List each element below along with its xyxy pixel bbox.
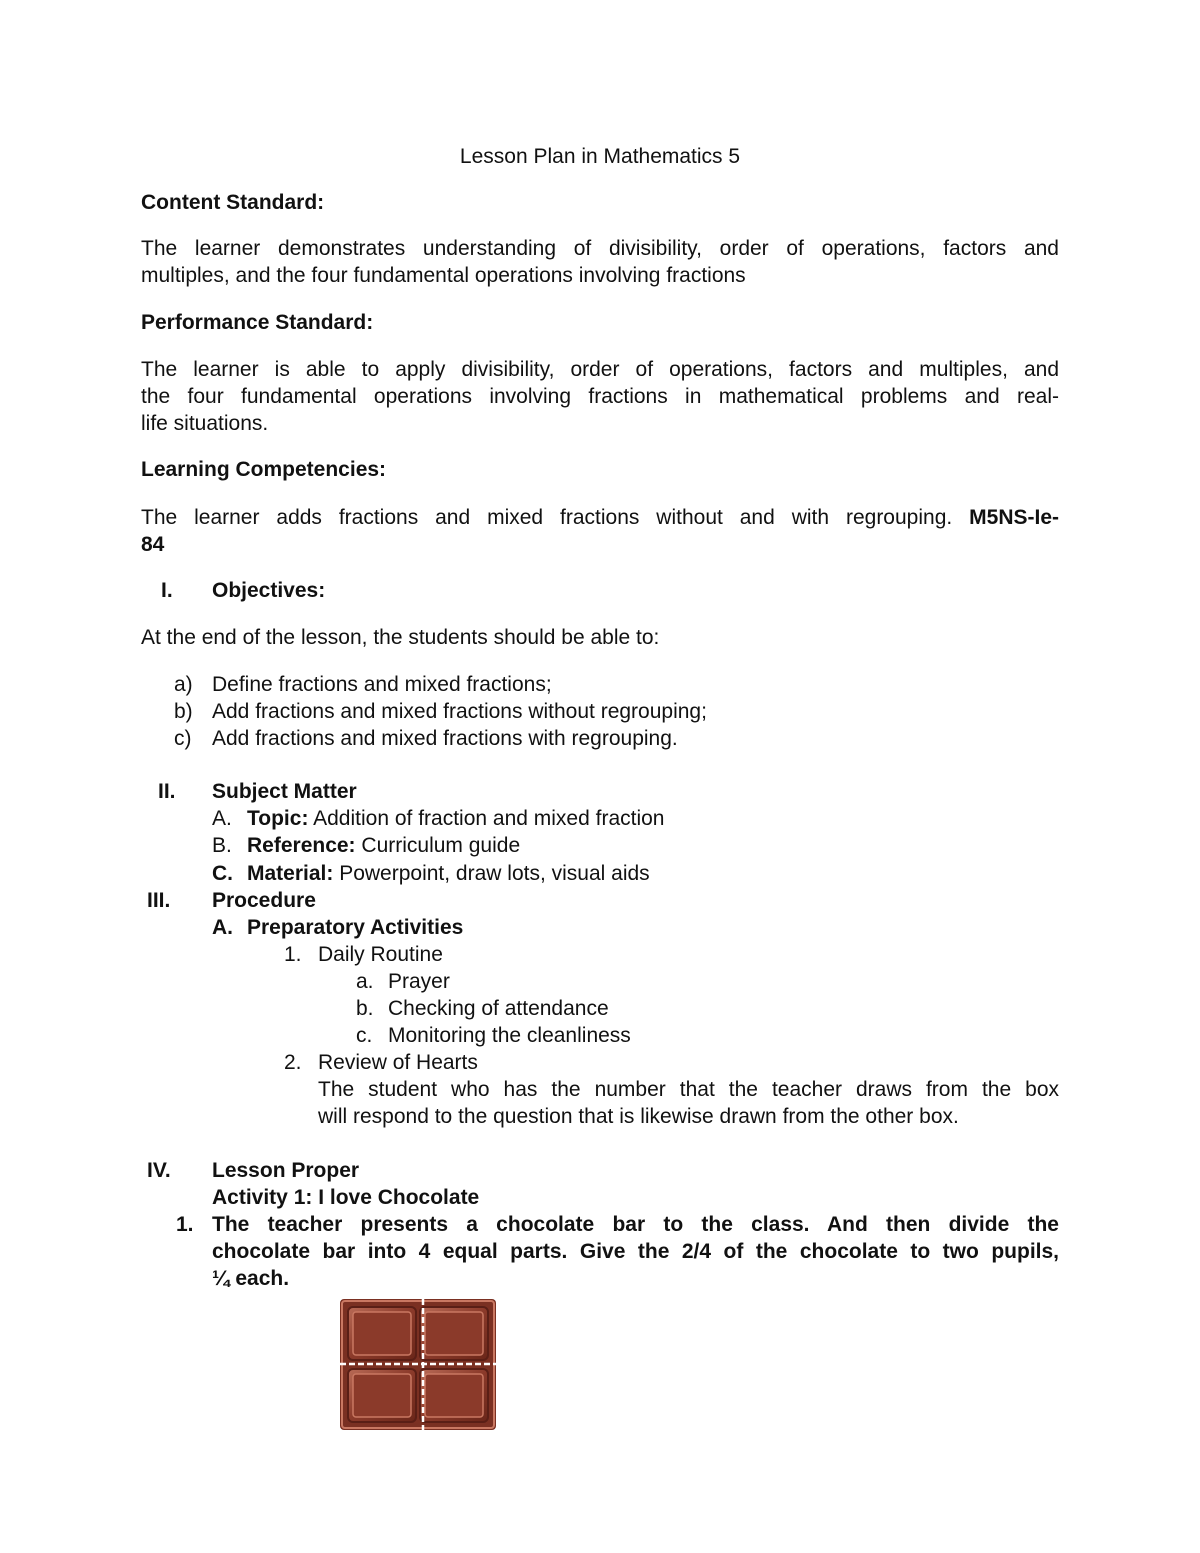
activity-title: Activity 1: I love Chocolate bbox=[212, 1186, 480, 1209]
routine-marker: c. bbox=[356, 1024, 373, 1047]
routine-item: Checking of attendance bbox=[388, 997, 609, 1020]
competency-code-continued: 84 bbox=[141, 533, 165, 556]
subject-item bbox=[247, 860, 650, 887]
subject-item-text: Addition of fraction and mixed fraction bbox=[313, 807, 665, 830]
performance-standard-text bbox=[141, 356, 1059, 437]
subject-item bbox=[247, 805, 665, 832]
learning-competencies-line bbox=[141, 504, 1059, 531]
competency-text: The learner adds fractions and mixed fractions without and with regrouping. bbox=[141, 506, 953, 529]
lesson-item-line: chocolate bar into 4 equal parts. Give the 2/4 of the chocolate to two pupils, bbox=[212, 1240, 1059, 1263]
content-standard-line: The learner demonstrates understanding of divisibility, order of operations, factors and bbox=[141, 237, 1059, 260]
subject-item-marker: B. bbox=[212, 834, 232, 857]
lesson-proper-numeral: IV. bbox=[147, 1159, 171, 1182]
chocolate-piece bbox=[420, 1369, 488, 1422]
subject-item-label: Topic: bbox=[247, 807, 309, 830]
performance-standard-heading: Performance Standard: bbox=[141, 311, 374, 334]
procedure-step-marker: 1. bbox=[284, 943, 302, 966]
subject-matter-heading: Subject Matter bbox=[212, 780, 357, 803]
performance-standard-line: The learner is able to apply divisibility, order of operations, factors and multiples, and bbox=[141, 358, 1059, 381]
competency-code: M5NS-Ie- bbox=[969, 506, 1059, 529]
chocolate-bar-image bbox=[340, 1299, 496, 1430]
subject-item-label: Material: bbox=[247, 862, 334, 885]
chocolate-piece bbox=[348, 1307, 416, 1360]
performance-standard-line: life situations. bbox=[141, 412, 269, 435]
lesson-item-line: The teacher presents a chocolate bar to the class. And then divide the bbox=[212, 1213, 1059, 1236]
objective-marker: c) bbox=[174, 727, 192, 750]
procedure-step: Daily Routine bbox=[318, 943, 443, 966]
procedure-sub-heading: Preparatory Activities bbox=[247, 916, 464, 939]
procedure-step: Review of Hearts bbox=[318, 1051, 478, 1074]
chocolate-piece bbox=[348, 1369, 416, 1422]
subject-item-label: Reference: bbox=[247, 834, 356, 857]
subject-item-text: Powerpoint, draw lots, visual aids bbox=[339, 862, 650, 885]
objectives-intro: At the end of the lesson, the students should be able to: bbox=[141, 626, 660, 649]
procedure-sub-marker: A. bbox=[212, 916, 233, 939]
content-standard-text bbox=[141, 235, 1059, 289]
learning-competencies-heading: Learning Competencies: bbox=[141, 458, 387, 481]
lesson-item-line: ¼ each. bbox=[212, 1267, 290, 1290]
objectives-heading: Objectives: bbox=[212, 579, 326, 602]
procedure-numeral: III. bbox=[147, 889, 171, 912]
review-description-line: The student who has the number that the teacher draws from the box bbox=[318, 1078, 1059, 1101]
objectives-numeral: I. bbox=[161, 579, 173, 602]
review-description-line: will respond to the question that is likewise drawn from the other box. bbox=[318, 1105, 959, 1128]
routine-item: Monitoring the cleanliness bbox=[388, 1024, 631, 1047]
procedure-step-marker: 2. bbox=[284, 1051, 302, 1074]
page-title: Lesson Plan in Mathematics 5 bbox=[459, 145, 741, 168]
subject-matter-numeral: II. bbox=[158, 780, 176, 803]
routine-item: Prayer bbox=[388, 970, 450, 993]
chocolate-piece bbox=[420, 1307, 488, 1360]
subject-item bbox=[247, 832, 520, 859]
objective-item: Add fractions and mixed fractions without regrouping; bbox=[212, 700, 707, 723]
objective-item: Add fractions and mixed fractions with regrouping. bbox=[212, 727, 678, 750]
routine-marker: a. bbox=[356, 970, 374, 993]
lesson-item-text bbox=[212, 1211, 1059, 1292]
learning-competencies-text bbox=[141, 504, 1059, 558]
subject-item-marker: A. bbox=[212, 807, 232, 830]
subject-item-text: Curriculum guide bbox=[361, 834, 521, 857]
content-standard-line: multiples, and the four fundamental operations involving fractions bbox=[141, 264, 746, 287]
objective-marker: b) bbox=[174, 700, 193, 723]
performance-standard-line: the four fundamental operations involving fractions in mathematical problems and real- bbox=[141, 385, 1059, 408]
subject-item-marker: C. bbox=[212, 862, 233, 885]
review-description bbox=[318, 1076, 1059, 1130]
lesson-proper-heading: Lesson Proper bbox=[212, 1159, 360, 1182]
lesson-item-marker: 1. bbox=[176, 1213, 194, 1236]
objective-marker: a) bbox=[174, 673, 193, 696]
routine-marker: b. bbox=[356, 997, 374, 1020]
content-standard-heading: Content Standard: bbox=[141, 191, 325, 214]
procedure-heading: Procedure bbox=[212, 889, 316, 912]
objective-item: Define fractions and mixed fractions; bbox=[212, 673, 552, 696]
